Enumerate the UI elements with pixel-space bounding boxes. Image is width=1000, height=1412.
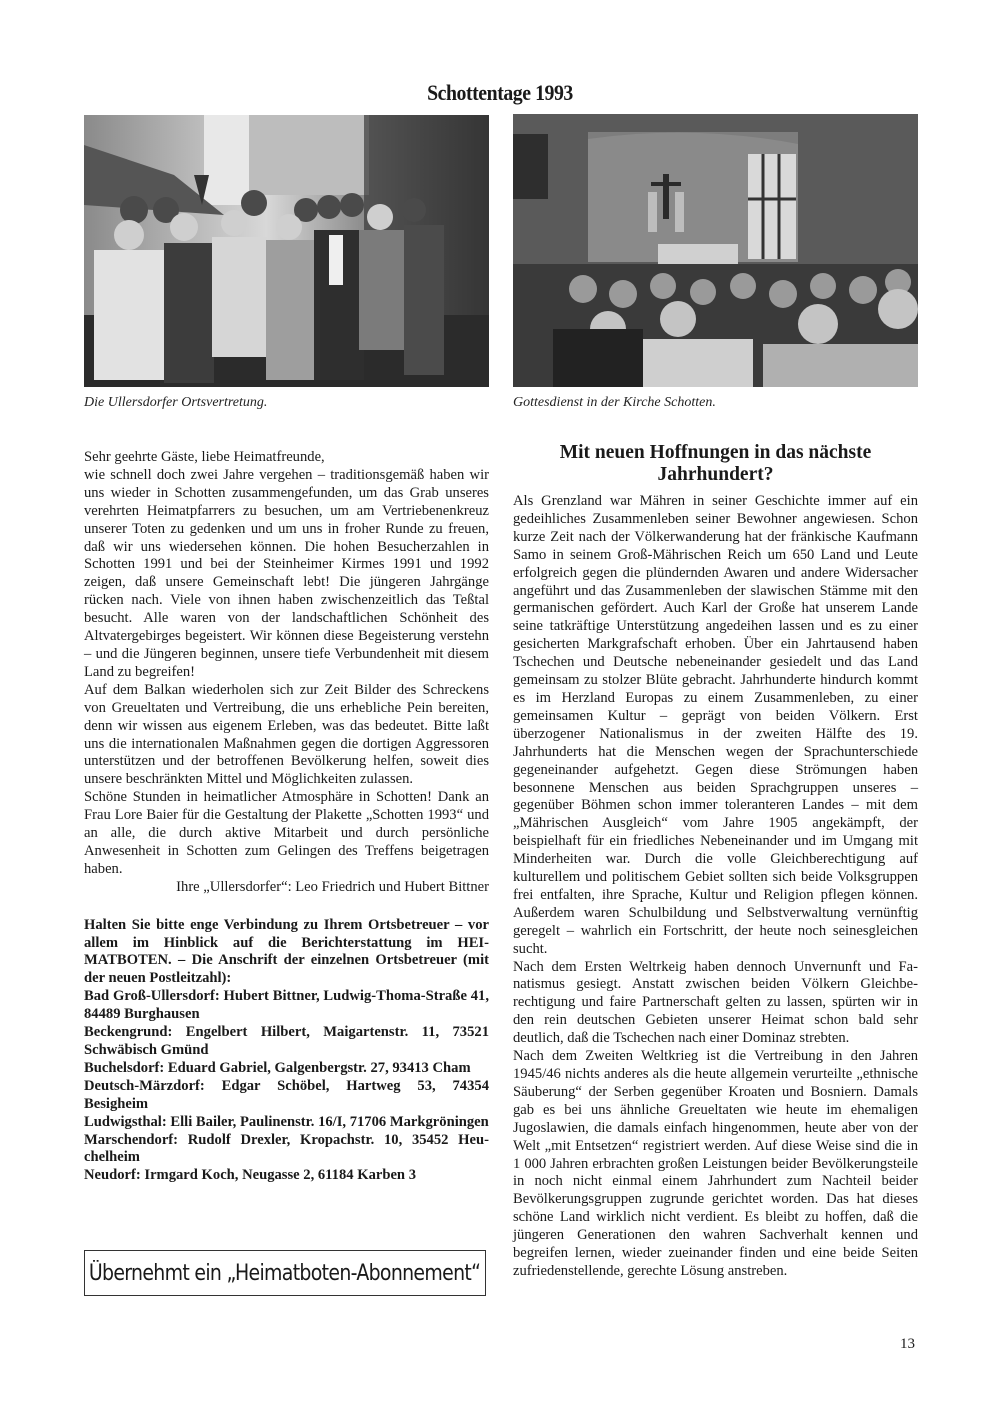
contact-entry: Beckengrund: Engelbert Hilbert, Maigartenstr. 11, 73521 Schwäbisch Gmünd: [84, 1024, 489, 1058]
page-number: 13: [900, 1336, 915, 1352]
article-paragraph: Nach dem Ersten Weltrkeig haben dennoch Unvernunft und Fanatismus gesiegt. Anstatt zwischen beiden Völkern Gleichberechtigung und faire Partnerschaft gelten zu lassen, spürten wir in den rein deutschen Gebieten unserer Heimat schon bald sehr deutlich, daß die Tschechen nach einer Dominaz strebten.: [513, 958, 918, 1047]
letter-paragraph: Schöne Stunden in heimatlicher Atmosphäre in Schotten! Dank an Frau Lore Baier für die Gestaltung der Plakette „Schotten 1993“ und an alle, die durch aktive Mitarbeit und durch persönliche Anwesenheit in Schotten zum Gelingen des Treffens beigetragen haben.: [84, 789, 489, 877]
subscription-box: [84, 1250, 486, 1296]
contact-entry: Ludwigsthal: Elli Bailer, Paulinenstr. 16/I, 71706 Markgröningen: [84, 1113, 489, 1130]
letter-paragraph: wie schnell doch zwei Jahre vergehen – traditionsgemäß haben wir uns wieder in Schotten zusammengefunden, um das Grab unseres verehrten Heimatpfarrers zu besuchen, um am Vertriebenenkreuz unserer Toten zu gedenken und um uns in froher Runde zu freuen, daß wir uns wiedersehen können. Die hohen Besucherzahlen in Schotten 1991 und bei der Steinheimer Kirmes 1991 und 1992 zeigen, daß unsere Gemeinschaft lebt! Die jüngeren Jahrgänge rücken nach. Viele von ihnen haben zwischenzeitlich das Teßtal besucht. Alle waren von der landschaftlichen Schönheit des Altvatergebirges begeistert. Wir können diese Begeisterung verstehn – und die Jüngeren beginnen, unsere tiefe Verbundenheit mit diesem Land zu begreifen!: [84, 466, 489, 680]
left-column: [84, 449, 489, 1185]
article-paragraph: Als Grenzland war Mähren in seiner Geschichte immer auf ein gedeihliches Zusammenleben seiner Bewohner angewiesen. Schon kurze Zeit nach der Völkerwanderung hat der fränkische Kaufmann Samo in seinem Groß-Mährischen Reich um 650 Land und Leute erfolgreich gegen die plündernden Awaren und andere Widersacher angeführt und das Zusammenleben der slawischen Stämme mit den germanischen gefördert. Auch Karl der Große hat unserem Lande seine tatkräftige Unterstützung angedeihen lassen und es zu einer gesicherten Markgrafschaft erhoben. Über ein Jahrtausend haben Tschechen und Deutsche nebeneinander gesiedelt und das Land gemeinsam zu stolzer Blüte gebracht. Jahrhunderte hindurch kommt es im Herzland Europas zu einem Zusammenleben, zu einer gemeinsamen Kultur – geprägt von beiden Völkern. Erst überzogener Nationalismus in der zweiten Hälfte des 19. Jahrhunderts hat die Menschen wegen der Sprachunterschiede gegeneinander aufgehetzt. Gegen diese Strömungen haben besonnene Menschen aus beiden Sprachgruppen unseres – gegenüber Böhmen schon immer toleranteren Landes – mit dem „Mährischen Ausgleich“ vom Jahre 1905 angekämpft, der beispielhaft für ein friedliches Nebeneinander und im Umgang mit Minderheiten war. Durch die volle Gleichberechtigung auf kulturellem und politischem Gebiet sollten sich beide Volksgruppen frei entfalten, ihre Sprache, Kultur und Religion pflegen können. Außerdem waren Schulbildung und Selbstverwaltung vernünftig geregelt – wahrlich ein Fortschritt, der heute noch seinesgleichen sucht.: [513, 493, 918, 957]
contact-entry: Deutsch-Märzdorf: Edgar Schöbel, Hartweg 53, 74354 Besigheim: [84, 1077, 489, 1112]
photo-church-service: [513, 114, 918, 387]
church-photo-image: [513, 114, 918, 387]
article-headline: Mit neuen Hoffnungen in das nächste Jahrhundert?: [559, 442, 872, 485]
photo-caption-right: Gottesdienst in der Kirche Schotten.: [513, 395, 716, 410]
article-paragraph: Nach dem Zweiten Weltkrieg ist die Vertreibung in den Jahren 1945/46 nichts anderes als die heute allgemein verurteilte „ethnische Säuberung“ der Serben gegenüber Kroaten und Bosniern. Damals gab es bei uns ähnliche Greueltaten wie heute im ehemaligen Jugoslawien, die damals einfach hingenommen, heute aber von der Welt „mit Entsetzen“ registriert werden. Auf diese Weise sind die in 1 000 Jahren erbrachten großen Leistungen beider Bevölkerungsteile in noch nicht einmal einem Jahrhundert zum Nachteil beider Bevölkerungsgruppen zugrunde gerichtet worden. Das hat dieses schöne Land wirklich nicht verdient. Es bleibt zu hoffen, daß die jüngeren Generationen den wahren Sachverhalt kennen und begreifen lernen, wieder zueinander finden und eine beide Seiten zufriedenstellende, gerechte Lösung anstreben.: [513, 1048, 918, 1279]
greeting: Sehr geehrte Gäste, liebe Heimatfreunde,: [84, 449, 325, 465]
page-title: Schottentage 1993: [427, 80, 573, 105]
contact-entry: Marschendorf: Rudolf Drexler, Kropachstr. 10, 35452 Heuchelheim: [84, 1131, 489, 1166]
right-column: [513, 442, 918, 1281]
subscription-text: Übernehmt ein „Heimatboten-Abonnement“: [89, 1260, 481, 1286]
contact-entry: Buchelsdorf: Eduard Gabriel, Galgenbergstr. 27, 93413 Cham: [84, 1059, 471, 1076]
group-photo-image: [84, 115, 489, 387]
letter-paragraph: Auf dem Balkan wiederholen sich zur Zeit Bilder des Schreckens von Greueltaten und Vertreibung, die uns erhebliche Pein bereiten, denn wir wissen aus eigenem Erleben, was das bedeutet. Bitte laßt uns die internationalen Maßnahmen gegen die dortigen Aggressoren unterstützen und der betroffenen Bevölkerung helfen, soweit dies unsere beschränkten Mittel und Möglichkeiten zulassen.: [84, 681, 489, 788]
letter-signature: Ihre „Ullersdorfer“: Leo Friedrich und Hubert Bittner: [176, 878, 489, 895]
photo-ullersdorfer-group: [84, 115, 489, 387]
contact-notice: [84, 917, 489, 1186]
contact-entry: Bad Groß-Ullersdorf: Hubert Bittner, Ludwig-Thoma-Straße 41, 84489 Burghausen: [84, 988, 489, 1023]
photo-caption-left: Die Ullersdorfer Ortsvertretung.: [84, 395, 268, 410]
notice-intro: Halten Sie bitte enge Verbindung zu Ihrem Ortsbetreuer – vor allem im Hinblick auf die Berichterstattung im HEIMATBOTEN. – Die Anschrift der einzelnen Ortsbetreuer (mit der neuen Postleitzahl):: [84, 916, 489, 987]
contact-entry: Neudorf: Irmgard Koch, Neugasse 2, 61184 Karben 3: [84, 1167, 416, 1184]
